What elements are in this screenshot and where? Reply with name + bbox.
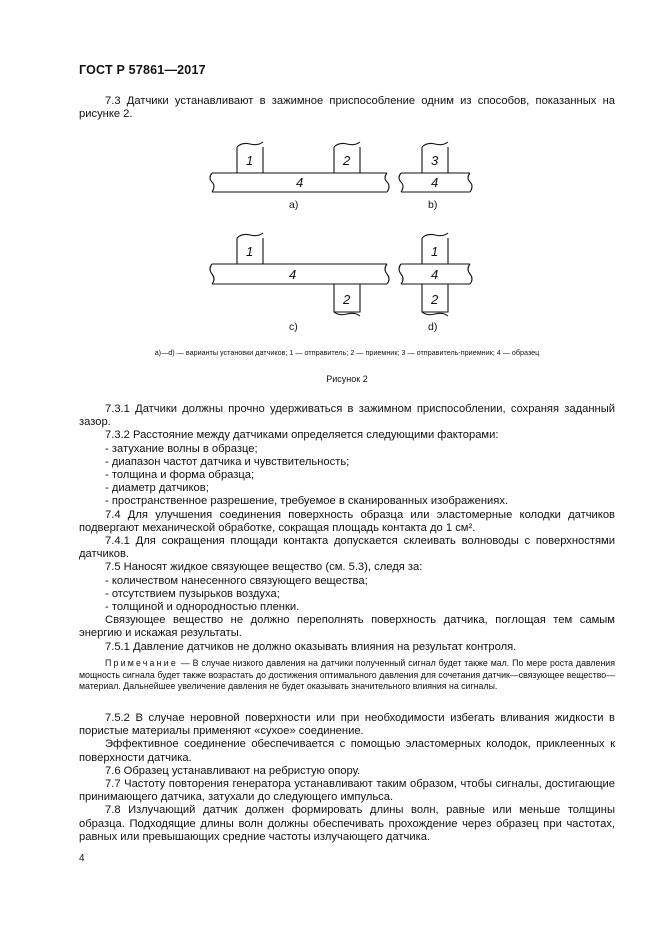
factor-item: - диапазон частот датчика и чувствительность;	[105, 455, 350, 468]
label-c2: 2	[343, 292, 351, 307]
coupling-item: - отсутствием пузырьков воздуха;	[105, 587, 280, 600]
label-d1: 1	[431, 244, 439, 259]
variant-d	[399, 233, 472, 333]
sensor-c1-cap	[237, 233, 263, 238]
label-c1: 1	[246, 244, 254, 259]
paragraph-7-4: 7.4 Для улучшения соединения поверхность образца или эластомерные колодки датчиков подвергают механической обработке, сокращая площадь контакта до 1 см².	[79, 508, 615, 534]
caption-c: c)	[289, 321, 298, 333]
paragraph-7-6: 7.6 Образец устанавливают на ребристую опору.	[105, 764, 361, 777]
paragraph-7-3: 7.3 Датчики устанавливают в зажимное приспособление одним из способов, показанных на рисунке 2.	[79, 95, 615, 121]
paragraph-7-5-b: Связующее вещество не должно переполнять поверхность датчика, поглощая тем самым энергию и искажая результаты.	[79, 614, 615, 640]
figure-2-drawing	[79, 130, 615, 350]
label-d2: 2	[431, 292, 439, 307]
document-header: ГОСТ Р 57861—2017	[79, 63, 206, 77]
label-b3: 3	[431, 153, 439, 168]
caption-d: d)	[428, 321, 438, 333]
figure-title: Рисунок 2	[326, 374, 368, 384]
sensor-2-cap	[334, 142, 360, 147]
label-c4: 4	[289, 267, 297, 282]
coupling-item: - толщиной и однородностью пленки.	[105, 601, 300, 614]
paragraph-7-5-2-b: Эффективное соединение обеспечивается с помощью эластомерных колодок, приклеенных к поверхности датчика.	[79, 738, 615, 764]
label-a1: 1	[246, 153, 254, 168]
sensor-3-cap	[422, 142, 448, 147]
sensor-c2-cap	[334, 312, 360, 316]
paragraph-7-4-1: 7.4.1 Для сокращения площади контакта допускается склеивать волноводы с поверхностями датчиков.	[79, 535, 615, 561]
variant-b	[399, 142, 472, 211]
variant-c	[210, 233, 389, 333]
main-text-2	[79, 712, 615, 844]
specimen-c	[212, 264, 387, 284]
figure-2	[79, 130, 615, 370]
variant-a	[210, 142, 389, 211]
paragraph-7-5-2: 7.5.2 В случае неровной поверхности или при необходимости избегать вливания жидкости в пористые материалы применяют «сухое» соединение.	[79, 712, 615, 738]
factor-item: - диаметр датчиков;	[105, 482, 209, 495]
figure-legend: а)—d) — варианты установки датчиков; 1 — отправитель; 2 — приемник; 3 — отправитель-приемник; 4 — образец	[154, 348, 540, 357]
paragraph-7-5-1: 7.5.1 Давление датчиков не должно оказывать влияния на результат контроля.	[105, 640, 517, 653]
note-label: Примечание	[105, 658, 178, 668]
note	[79, 658, 615, 693]
paragraph-7-3-2: 7.3.2 Расстояние между датчиками определяется следующими факторами:	[105, 429, 499, 442]
intro-paragraph	[79, 95, 615, 121]
factor-item: - толщина и форма образца;	[105, 469, 255, 482]
coupling-item: - количеством нанесенного связующего вещества;	[105, 574, 368, 587]
label-a4: 4	[296, 175, 304, 190]
label-d4: 4	[431, 267, 439, 282]
paragraph-7-3-1: 7.3.1 Датчики должны прочно удерживаться в зажимном приспособлении, сохраняя заданный зазор.	[79, 403, 615, 429]
label-a2: 2	[343, 153, 351, 168]
note-text: — В случае низкого давления на датчики полученный сигнал будет также мал. По мере роста давления мощность сигнала будет также возрастать до достижения оптимального давления для сочетания датчик—связующее вещество—материал. Дальнейшее увеличение давления не будет оказывать значительного влияния на сигналы.	[79, 658, 615, 692]
caption-b: b)	[428, 199, 438, 211]
page-number: 4	[79, 853, 85, 864]
paragraph-7-7: 7.7 Частоту повторения генератора устанавливают таким образом, чтобы сигналы, достигающие принимающего датчика, затухали до следующего импульса.	[79, 778, 615, 804]
paragraph-7-8: 7.8 Излучающий датчик должен формировать длины волн, равные или меньше толщины образца. Подходящие длины волн должны обеспечивать прохождение через образец при частотах, равных или превышающих средние частоты излучающего датчика.	[79, 804, 615, 843]
caption-a: a)	[289, 199, 299, 211]
factor-item: - пространственное разрешение, требуемое в сканированных изображениях.	[105, 495, 509, 508]
factor-item: - затухание волны в образце;	[105, 442, 258, 455]
sensor-1-cap	[237, 142, 263, 147]
paragraph-7-5: 7.5 Наносят жидкое связующее вещество (см. 5.3), следя за:	[105, 561, 423, 574]
label-b4: 4	[431, 175, 439, 190]
sensor-d2-cap	[422, 312, 448, 316]
sensor-d1-cap	[422, 233, 448, 238]
main-text-1	[79, 403, 615, 654]
